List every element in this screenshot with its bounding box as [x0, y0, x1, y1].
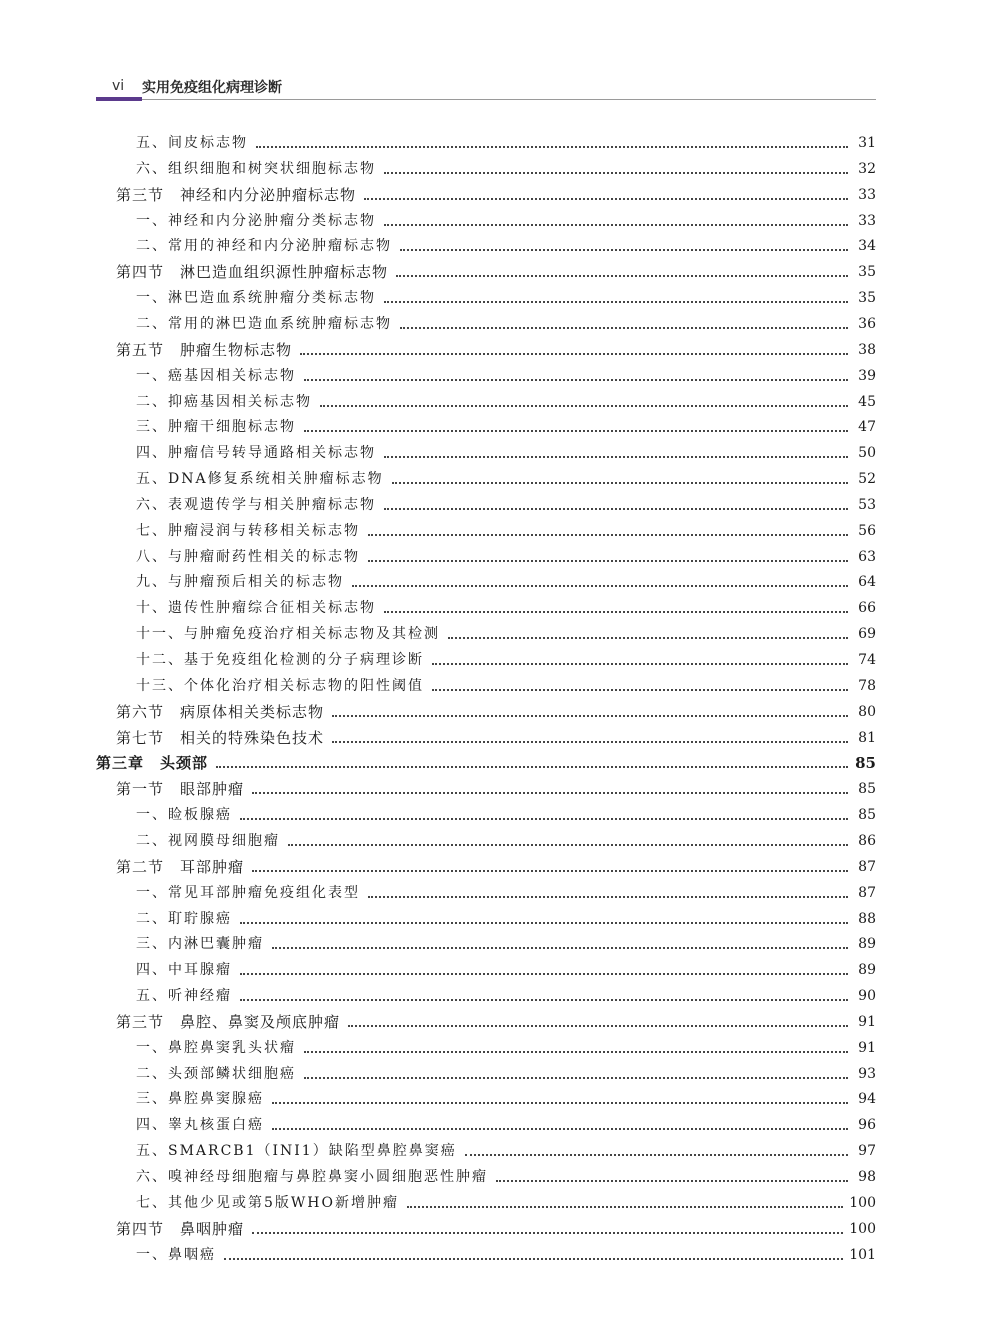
toc-item-row[interactable] — [136, 826, 876, 850]
toc-entry-title: 四、肿瘤信号转导通路相关标志物 — [136, 445, 376, 462]
toc-entry-page: 39 — [858, 367, 876, 384]
toc-entry-title: 一、常见耳部肿瘤免疫组化表型 — [136, 884, 360, 901]
toc-item-row[interactable] — [136, 619, 876, 643]
toc-entry-page: 100 — [849, 1194, 876, 1211]
dot-leader — [272, 1102, 848, 1104]
dot-leader — [384, 224, 848, 226]
toc-item-row[interactable] — [136, 593, 876, 617]
toc-entry-title: 二、常用的淋巴造血系统肿瘤标志物 — [136, 315, 392, 332]
toc-entry-title: 第三章 头颈部 — [96, 754, 209, 773]
toc-item-row[interactable] — [136, 542, 876, 566]
dot-leader — [400, 327, 848, 329]
toc-entry-title: 第一节 眼部肿瘤 — [116, 780, 245, 799]
toc-entry-page: 85 — [858, 781, 876, 798]
dot-leader — [300, 353, 848, 355]
toc-entry-title: 九、与肿瘤预后相关的标志物 — [136, 574, 344, 591]
dot-leader — [288, 844, 848, 846]
toc-section-row[interactable] — [116, 1214, 876, 1238]
toc-entry-page: 90 — [858, 988, 876, 1005]
toc-entry-title: 六、嗅神经母细胞瘤与鼻腔鼻窦小圆细胞恶性肿瘤 — [136, 1169, 488, 1185]
toc-entry-page: 38 — [858, 341, 876, 358]
toc-entry-page: 100 — [849, 1220, 876, 1237]
toc-entry-page: 101 — [849, 1246, 876, 1263]
toc-item-row[interactable] — [136, 438, 876, 462]
toc-entry-title: 一、神经和内分泌肿瘤分类标志物 — [136, 212, 376, 229]
toc-entry-page: 97 — [858, 1143, 876, 1160]
toc-entry-title: 第四节 鼻咽肿瘤 — [116, 1219, 245, 1238]
toc-item-row[interactable] — [136, 929, 876, 953]
toc-item-row[interactable] — [136, 283, 876, 307]
dot-leader — [332, 715, 848, 717]
toc-section-row[interactable] — [116, 335, 876, 359]
dot-leader — [240, 922, 848, 924]
dot-leader — [384, 301, 848, 303]
toc-entry-title: 第四节 淋巴造血组织源性肿瘤标志物 — [116, 263, 389, 282]
toc-section-row[interactable] — [116, 774, 876, 798]
toc-entry-title: 第二节 耳部肿瘤 — [116, 857, 245, 876]
dot-leader — [256, 146, 848, 148]
dot-leader — [224, 1258, 843, 1260]
toc-item-row[interactable] — [136, 206, 876, 230]
toc-entry-page: 91 — [858, 1013, 876, 1030]
toc-entry-page: 74 — [858, 652, 876, 668]
toc-entry-page: 69 — [858, 626, 876, 643]
toc-item-row[interactable] — [136, 464, 876, 488]
toc-entry-page: 35 — [858, 290, 876, 307]
header-rule — [96, 99, 876, 100]
toc-entry-page: 66 — [858, 600, 876, 617]
toc-entry-title: 一、鼻咽癌 — [136, 1246, 216, 1263]
dot-leader — [304, 1077, 848, 1079]
toc-entry-page: 80 — [858, 703, 876, 720]
toc-entry-page: 47 — [858, 419, 876, 436]
toc-entry-page: 32 — [858, 160, 876, 177]
dot-leader — [304, 379, 848, 381]
toc-entry-page: 88 — [858, 910, 876, 927]
toc-chapter-row[interactable] — [96, 748, 876, 772]
toc-entry-title: 五、SMARCB1（INI1）缺陷型鼻腔鼻窦癌 — [136, 1143, 457, 1160]
toc-entry-page: 63 — [858, 548, 876, 565]
toc-item-row[interactable] — [136, 904, 876, 928]
toc-entry-title: 六、表观遗传学与相关肿瘤标志物 — [136, 496, 376, 513]
dot-leader — [272, 947, 848, 949]
toc-entry-page: 31 — [858, 135, 876, 151]
dot-leader — [384, 172, 848, 174]
toc-entry-page: 33 — [858, 186, 876, 203]
toc-item-row[interactable] — [136, 387, 876, 411]
toc-entry-page: 87 — [858, 884, 876, 901]
toc-entry-page: 96 — [858, 1117, 876, 1134]
toc-entry-title: 三、鼻腔鼻窦腺癌 — [136, 1091, 264, 1108]
dot-leader — [448, 637, 848, 639]
toc-entry-page: 91 — [858, 1039, 876, 1056]
toc-entry-title: 七、肿瘤浸润与转移相关标志物 — [136, 522, 360, 539]
toc-item-row[interactable] — [136, 361, 876, 385]
dot-leader — [384, 611, 848, 613]
toc-entry-page: 52 — [858, 471, 876, 488]
dot-leader — [432, 663, 848, 665]
dot-leader — [384, 508, 848, 510]
toc-item-row[interactable] — [136, 878, 876, 902]
toc-entry-title: 五、听神经瘤 — [136, 988, 232, 1005]
dot-leader — [252, 870, 848, 872]
toc-entry-page: 35 — [858, 264, 876, 281]
toc-item-row[interactable] — [136, 1188, 876, 1212]
dot-leader — [465, 1154, 848, 1156]
toc-section-row[interactable] — [116, 697, 876, 721]
toc-entry-title: 二、头颈部鳞状细胞癌 — [136, 1065, 296, 1082]
dot-leader — [272, 1128, 848, 1130]
toc-item-row[interactable] — [136, 800, 876, 824]
toc-entry-page: 87 — [858, 858, 876, 875]
toc-entry-title: 第三节 鼻腔、鼻窦及颅底肿瘤 — [116, 1012, 341, 1031]
toc-entry-title: 七、其他少见或第5版WHO新增肿瘤 — [136, 1194, 399, 1211]
toc-item-row[interactable] — [136, 671, 876, 695]
dot-leader — [432, 689, 848, 691]
toc-item-row[interactable] — [136, 645, 876, 669]
toc-entry-page: 89 — [858, 962, 876, 979]
dot-leader — [252, 792, 848, 794]
toc-entry-title: 第三节 神经和内分泌肿瘤标志物 — [116, 185, 357, 204]
toc-entry-title: 二、常用的神经和内分泌肿瘤标志物 — [136, 238, 392, 255]
dot-leader — [368, 896, 848, 898]
toc-item-row[interactable] — [136, 567, 876, 591]
toc-entry-page: 36 — [858, 315, 876, 332]
toc-entry-page: 50 — [858, 445, 876, 462]
toc-entry-title: 八、与肿瘤耐药性相关的标志物 — [136, 548, 360, 565]
toc-entry-page: 94 — [858, 1091, 876, 1108]
toc-entry-page: 81 — [858, 729, 876, 746]
toc-item-row[interactable] — [136, 955, 876, 979]
toc-entry-title: 第七节 相关的特殊染色技术 — [116, 728, 325, 747]
toc-entry-title: 四、中耳腺瘤 — [136, 962, 232, 979]
toc-section-row[interactable] — [116, 180, 876, 204]
toc-entry-page: 86 — [858, 832, 876, 849]
toc-entry-title: 二、抑癌基因相关标志物 — [136, 393, 312, 410]
dot-leader — [348, 1025, 848, 1027]
toc-item-row[interactable] — [136, 981, 876, 1005]
dot-leader — [240, 999, 848, 1001]
dot-leader — [368, 534, 848, 536]
toc-section-row[interactable] — [116, 1007, 876, 1031]
dot-leader — [304, 1051, 848, 1053]
toc-entry-title: 六、组织细胞和树突状细胞标志物 — [136, 160, 376, 177]
running-header — [96, 76, 876, 100]
toc-entry-title: 一、淋巴造血系统肿瘤分类标志物 — [136, 290, 376, 307]
toc-entry-title: 一、癌基因相关标志物 — [136, 367, 296, 384]
toc-entry-page: 64 — [858, 574, 876, 591]
dot-leader — [352, 585, 848, 587]
toc-entry-title: 一、睑板腺癌 — [136, 807, 232, 824]
dot-leader — [407, 1206, 843, 1208]
toc-item-row[interactable] — [136, 309, 876, 333]
dot-leader — [496, 1180, 848, 1182]
toc-section-row[interactable] — [116, 257, 876, 281]
toc-item-row[interactable] — [136, 154, 876, 178]
toc-entry-page: 78 — [858, 677, 876, 694]
dot-leader — [396, 275, 848, 277]
toc-entry-page: 34 — [858, 238, 876, 255]
toc-entry-title: 四、睾丸核蛋白癌 — [136, 1117, 264, 1134]
toc-entry-title: 第五节 肿瘤生物标志物 — [116, 340, 293, 359]
toc-entry-page: 98 — [858, 1169, 876, 1185]
toc-entry-title: 五、DNA修复系统相关肿瘤标志物 — [136, 471, 384, 488]
toc-entry-page: 85 — [858, 807, 876, 824]
toc-entry-page: 93 — [858, 1065, 876, 1082]
toc-item-row[interactable] — [136, 490, 876, 514]
dot-leader — [240, 973, 848, 975]
dot-leader — [240, 818, 848, 820]
toc-item-row[interactable] — [136, 128, 876, 152]
dot-leader — [392, 482, 848, 484]
book-title: 实用免疫组化病理诊断 — [142, 80, 282, 96]
toc-entry-title: 十二、基于免疫组化检测的分子病理诊断 — [136, 652, 424, 668]
toc-entry-page: 85 — [855, 754, 876, 773]
toc-entry-page: 56 — [858, 522, 876, 539]
toc-entry-title: 十一、与肿瘤免疫治疗相关标志物及其检测 — [136, 626, 440, 643]
dot-leader — [252, 1232, 843, 1234]
toc-item-row[interactable] — [136, 412, 876, 436]
toc-entry-title: 一、鼻腔鼻窦乳头状瘤 — [136, 1039, 296, 1056]
toc-item-row[interactable] — [136, 231, 876, 255]
toc-entry-page: 45 — [858, 393, 876, 410]
toc-item-row[interactable] — [136, 1136, 876, 1160]
toc-item-row[interactable] — [136, 1084, 876, 1108]
toc-entry-title: 二、耵聍腺癌 — [136, 910, 232, 927]
dot-leader — [400, 249, 848, 251]
toc-entry-page: 33 — [858, 212, 876, 229]
toc-item-row[interactable] — [136, 516, 876, 540]
header-accent-bar — [96, 97, 142, 101]
toc-section-row[interactable] — [116, 723, 876, 747]
toc-item-row[interactable] — [136, 1059, 876, 1083]
toc-entry-title: 五、间皮标志物 — [136, 135, 248, 151]
page-number: vi — [112, 78, 125, 94]
toc-entry-title: 十三、个体化治疗相关标志物的阳性阈值 — [136, 677, 424, 694]
toc-item-row[interactable] — [136, 1033, 876, 1057]
toc-entry-title: 三、肿瘤干细胞标志物 — [136, 419, 296, 436]
toc-entry-title: 第六节 病原体相关类标志物 — [116, 702, 325, 721]
toc-item-row[interactable] — [136, 1110, 876, 1134]
toc-entry-page: 89 — [858, 936, 876, 953]
toc-item-row[interactable] — [136, 1240, 876, 1264]
toc-entry-title: 二、视网膜母细胞瘤 — [136, 832, 280, 849]
dot-leader — [332, 741, 848, 743]
dot-leader — [384, 456, 848, 458]
dot-leader — [320, 405, 848, 407]
dot-leader — [368, 560, 848, 562]
dot-leader — [216, 766, 848, 768]
toc-entry-title: 十、遗传性肿瘤综合征相关标志物 — [136, 600, 376, 617]
toc-entry-page: 53 — [858, 496, 876, 513]
dot-leader — [364, 198, 848, 200]
toc-entry-title: 三、内淋巴囊肿瘤 — [136, 936, 264, 953]
toc-item-row[interactable] — [136, 1162, 876, 1186]
dot-leader — [304, 430, 848, 432]
toc-section-row[interactable] — [116, 852, 876, 876]
